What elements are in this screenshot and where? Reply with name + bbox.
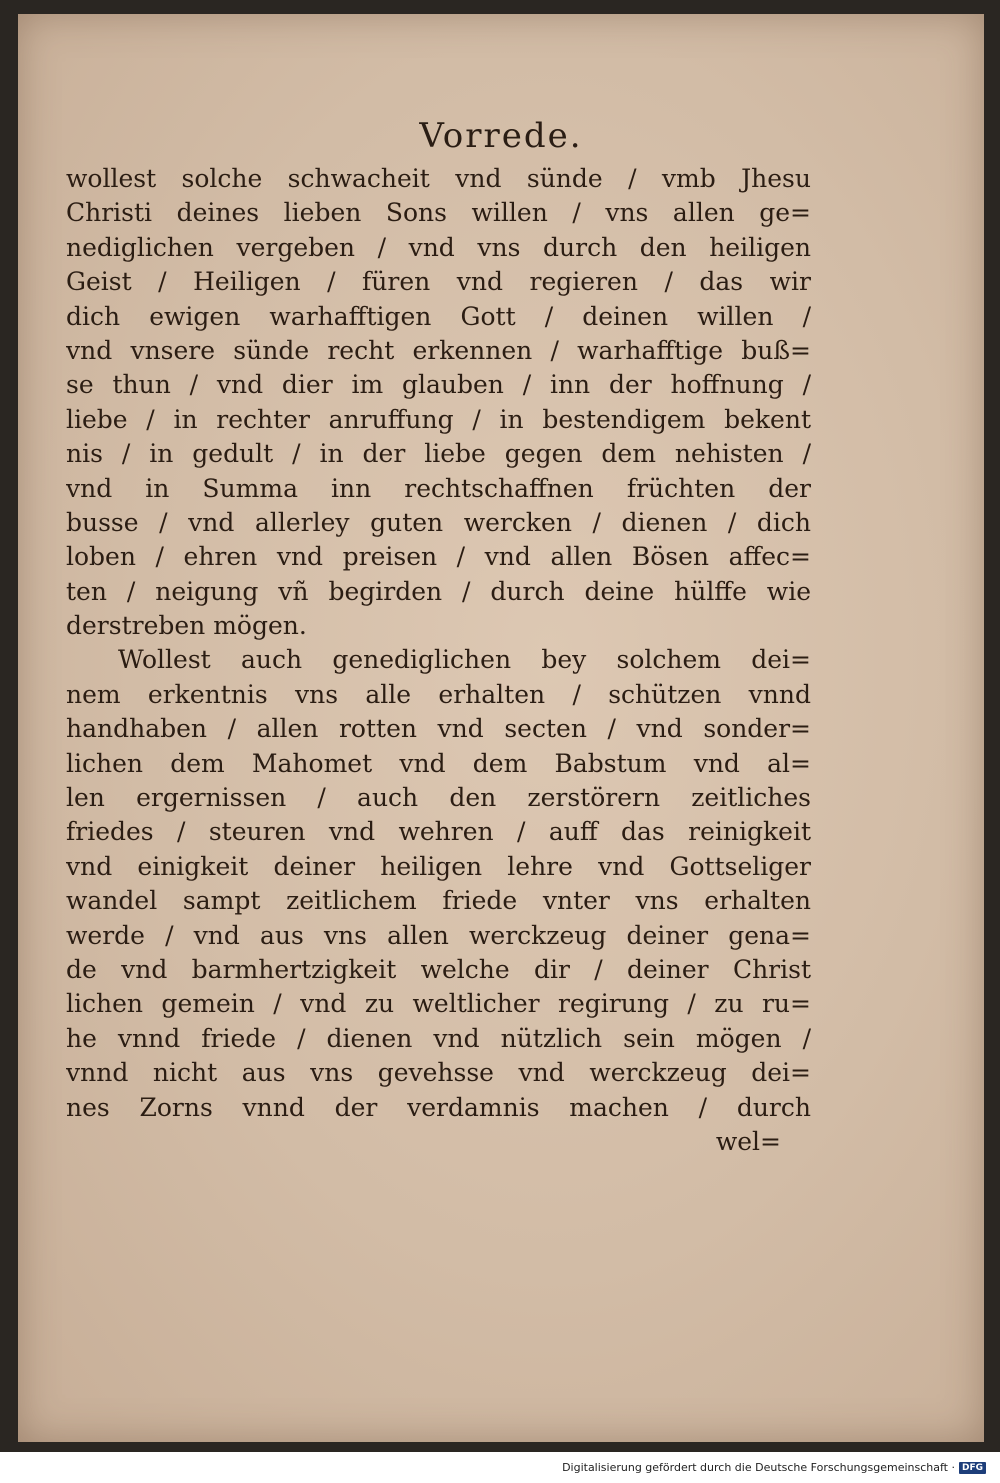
text-line: loben / ehren vnd preisen / vnd allen Bösen affec=: [66, 542, 811, 572]
paragraph-first-line: Wollest auch genediglichen bey solchem dei=: [118, 645, 811, 675]
text-line: handhaben / allen rotten vnd secten / vnd sonder=: [66, 714, 811, 744]
text-line: vnd in Summa inn rechtschaffnen früchten der: [66, 473, 811, 503]
text-block: [66, 162, 811, 1159]
text-line: nediglichen vergeben / vnd vns durch den heiligen: [66, 232, 811, 262]
book-page: [18, 14, 984, 1442]
dfg-logo: DFG: [959, 1462, 986, 1474]
text-line: de vnd barmhertzigkeit welche dir / deiner Christ: [66, 954, 811, 984]
text-line: se thun / vnd dier im glauben / inn der hoffnung /: [66, 370, 811, 400]
text-line: vnnd nicht aus vns gevehsse vnd werckzeug dei=: [66, 1058, 811, 1088]
text-line: friedes / steuren vnd wehren / auff das reinigkeit: [66, 817, 811, 847]
text-line: dich ewigen warhafftigen Gott / deinen willen /: [66, 301, 811, 331]
text-line: nis / in gedult / in der liebe gegen dem nehisten /: [66, 439, 811, 469]
running-head: Vorrede.: [419, 116, 583, 156]
text-line: nes Zorns vnnd der verdamnis machen / durch: [66, 1092, 811, 1122]
text-line: vnd vnsere sünde recht erkennen / warhafftige buß=: [66, 335, 811, 365]
text-line: Geist / Heiligen / füren vnd regieren / das wir: [66, 267, 811, 297]
text-line: busse / vnd allerley guten wercken / dienen / dich: [66, 507, 811, 537]
text-line: nem erkentnis vns alle erhalten / schützen vnnd: [66, 679, 811, 709]
text-line: lichen dem Mahomet vnd dem Babstum vnd al=: [66, 748, 811, 778]
digitization-footer: [562, 1461, 986, 1474]
text-line: wollest solche schwacheit vnd sünde / vmb Jhesu: [66, 164, 811, 193]
text-line: vnd einigkeit deiner heiligen lehre vnd Gottseliger: [66, 851, 811, 881]
text-line: werde / vnd aus vns allen werckzeug deiner gena=: [66, 920, 811, 950]
text-line: Christi deines lieben Sons willen / vns allen ge=: [66, 198, 811, 228]
catchword: wel=: [715, 1126, 781, 1156]
text-line: len ergernissen / auch den zerstörern zeitliches: [66, 783, 811, 813]
text-line: derstreben mögen.: [66, 611, 307, 641]
footer-credit: Digitalisierung gefördert durch die Deutsche Forschungsgemeinschaft ·: [562, 1461, 955, 1474]
text-line: ten / neigung vñ begirden / durch deine hülffe wie: [66, 576, 811, 606]
text-line: lichen gemein / vnd zu weltlicher regirung / zu ru=: [66, 989, 811, 1019]
text-line: wandel sampt zeitlichem friede vnter vns erhalten: [66, 886, 811, 916]
text-line: liebe / in rechter anruffung / in bestendigem bekent: [66, 404, 811, 434]
text-line: he vnnd friede / dienen vnd nützlich sein mögen /: [66, 1023, 811, 1053]
